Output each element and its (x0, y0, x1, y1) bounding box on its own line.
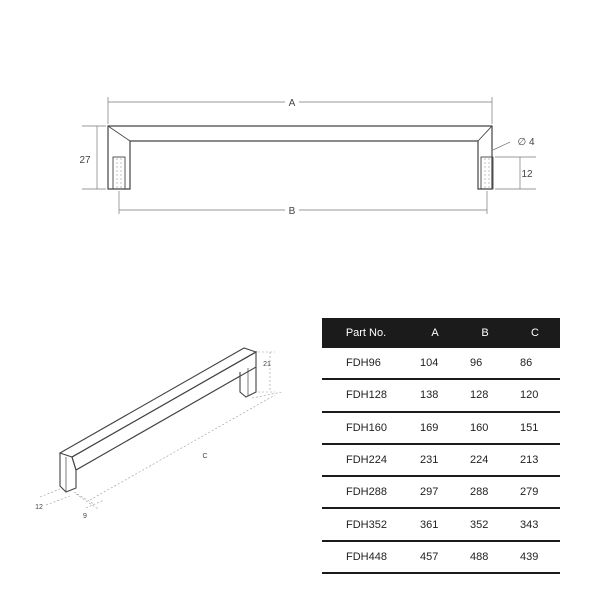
part-number-cell: FDH160 (322, 412, 410, 444)
iso-width-label: 9 (83, 513, 87, 520)
header-c: C (510, 318, 560, 348)
value-a-cell: 104 (410, 348, 460, 379)
iso-left-leg (60, 453, 76, 492)
table-row (322, 508, 560, 540)
value-b-cell: 96 (460, 348, 510, 379)
value-b-cell: 160 (460, 412, 510, 444)
front-view-drawing (108, 126, 493, 189)
value-c-cell: 279 (510, 476, 560, 508)
value-c-cell: 120 (510, 379, 560, 411)
handle-outline (108, 126, 492, 189)
header-b: B (460, 318, 510, 348)
front-view-dimensions (82, 97, 536, 214)
dimension-post-label: 12 (521, 169, 533, 180)
table-row (322, 348, 560, 379)
iso-top-face (60, 348, 256, 457)
value-a-cell: 457 (410, 541, 460, 573)
value-b-cell: 488 (460, 541, 510, 573)
value-b-cell: 288 (460, 476, 510, 508)
part-number-cell: FDH128 (322, 379, 410, 411)
value-a-cell: 231 (410, 444, 460, 476)
value-a-cell: 361 (410, 508, 460, 540)
value-a-cell: 169 (410, 412, 460, 444)
right-bevel-line (478, 126, 492, 141)
value-c-cell: 439 (510, 541, 560, 573)
right-post (481, 157, 493, 189)
table-row (322, 476, 560, 508)
hole-diameter-label: ∅ 4 (517, 137, 535, 148)
iso-c-line (90, 395, 275, 500)
header-a: A (410, 318, 460, 348)
value-b-cell: 128 (460, 379, 510, 411)
value-a-cell: 297 (410, 476, 460, 508)
table-row (322, 444, 560, 476)
iso-height-label: 21 (263, 361, 271, 368)
diameter-leader (493, 142, 510, 150)
value-a-cell: 138 (410, 379, 460, 411)
left-bevel-line (108, 126, 130, 141)
part-number-cell: FDH288 (322, 476, 410, 508)
dimension-height-label: 27 (79, 155, 91, 166)
dimension-a-label: A (288, 98, 296, 109)
dimension-b-label: B (288, 206, 296, 217)
table-row (322, 541, 560, 573)
table-row (322, 412, 560, 444)
part-number-cell: FDH352 (322, 508, 410, 540)
header-part-no: Part No. (322, 318, 410, 348)
value-b-cell: 352 (460, 508, 510, 540)
value-c-cell: 343 (510, 508, 560, 540)
iso-front-face (72, 352, 256, 470)
part-number-cell: FDH224 (322, 444, 410, 476)
part-number-cell: FDH96 (322, 348, 410, 379)
value-c-cell: 151 (510, 412, 560, 444)
value-b-cell: 224 (460, 444, 510, 476)
table-header-row (322, 318, 560, 348)
value-c-cell: 213 (510, 444, 560, 476)
part-number-cell: FDH448 (322, 541, 410, 573)
table-row (322, 379, 560, 411)
parts-table (322, 318, 560, 574)
value-c-cell: 86 (510, 348, 560, 379)
iso-c-label: C (202, 453, 208, 460)
left-post (113, 157, 125, 189)
iso-depth-label: 12 (35, 504, 43, 511)
isometric-view-drawing (60, 348, 256, 492)
